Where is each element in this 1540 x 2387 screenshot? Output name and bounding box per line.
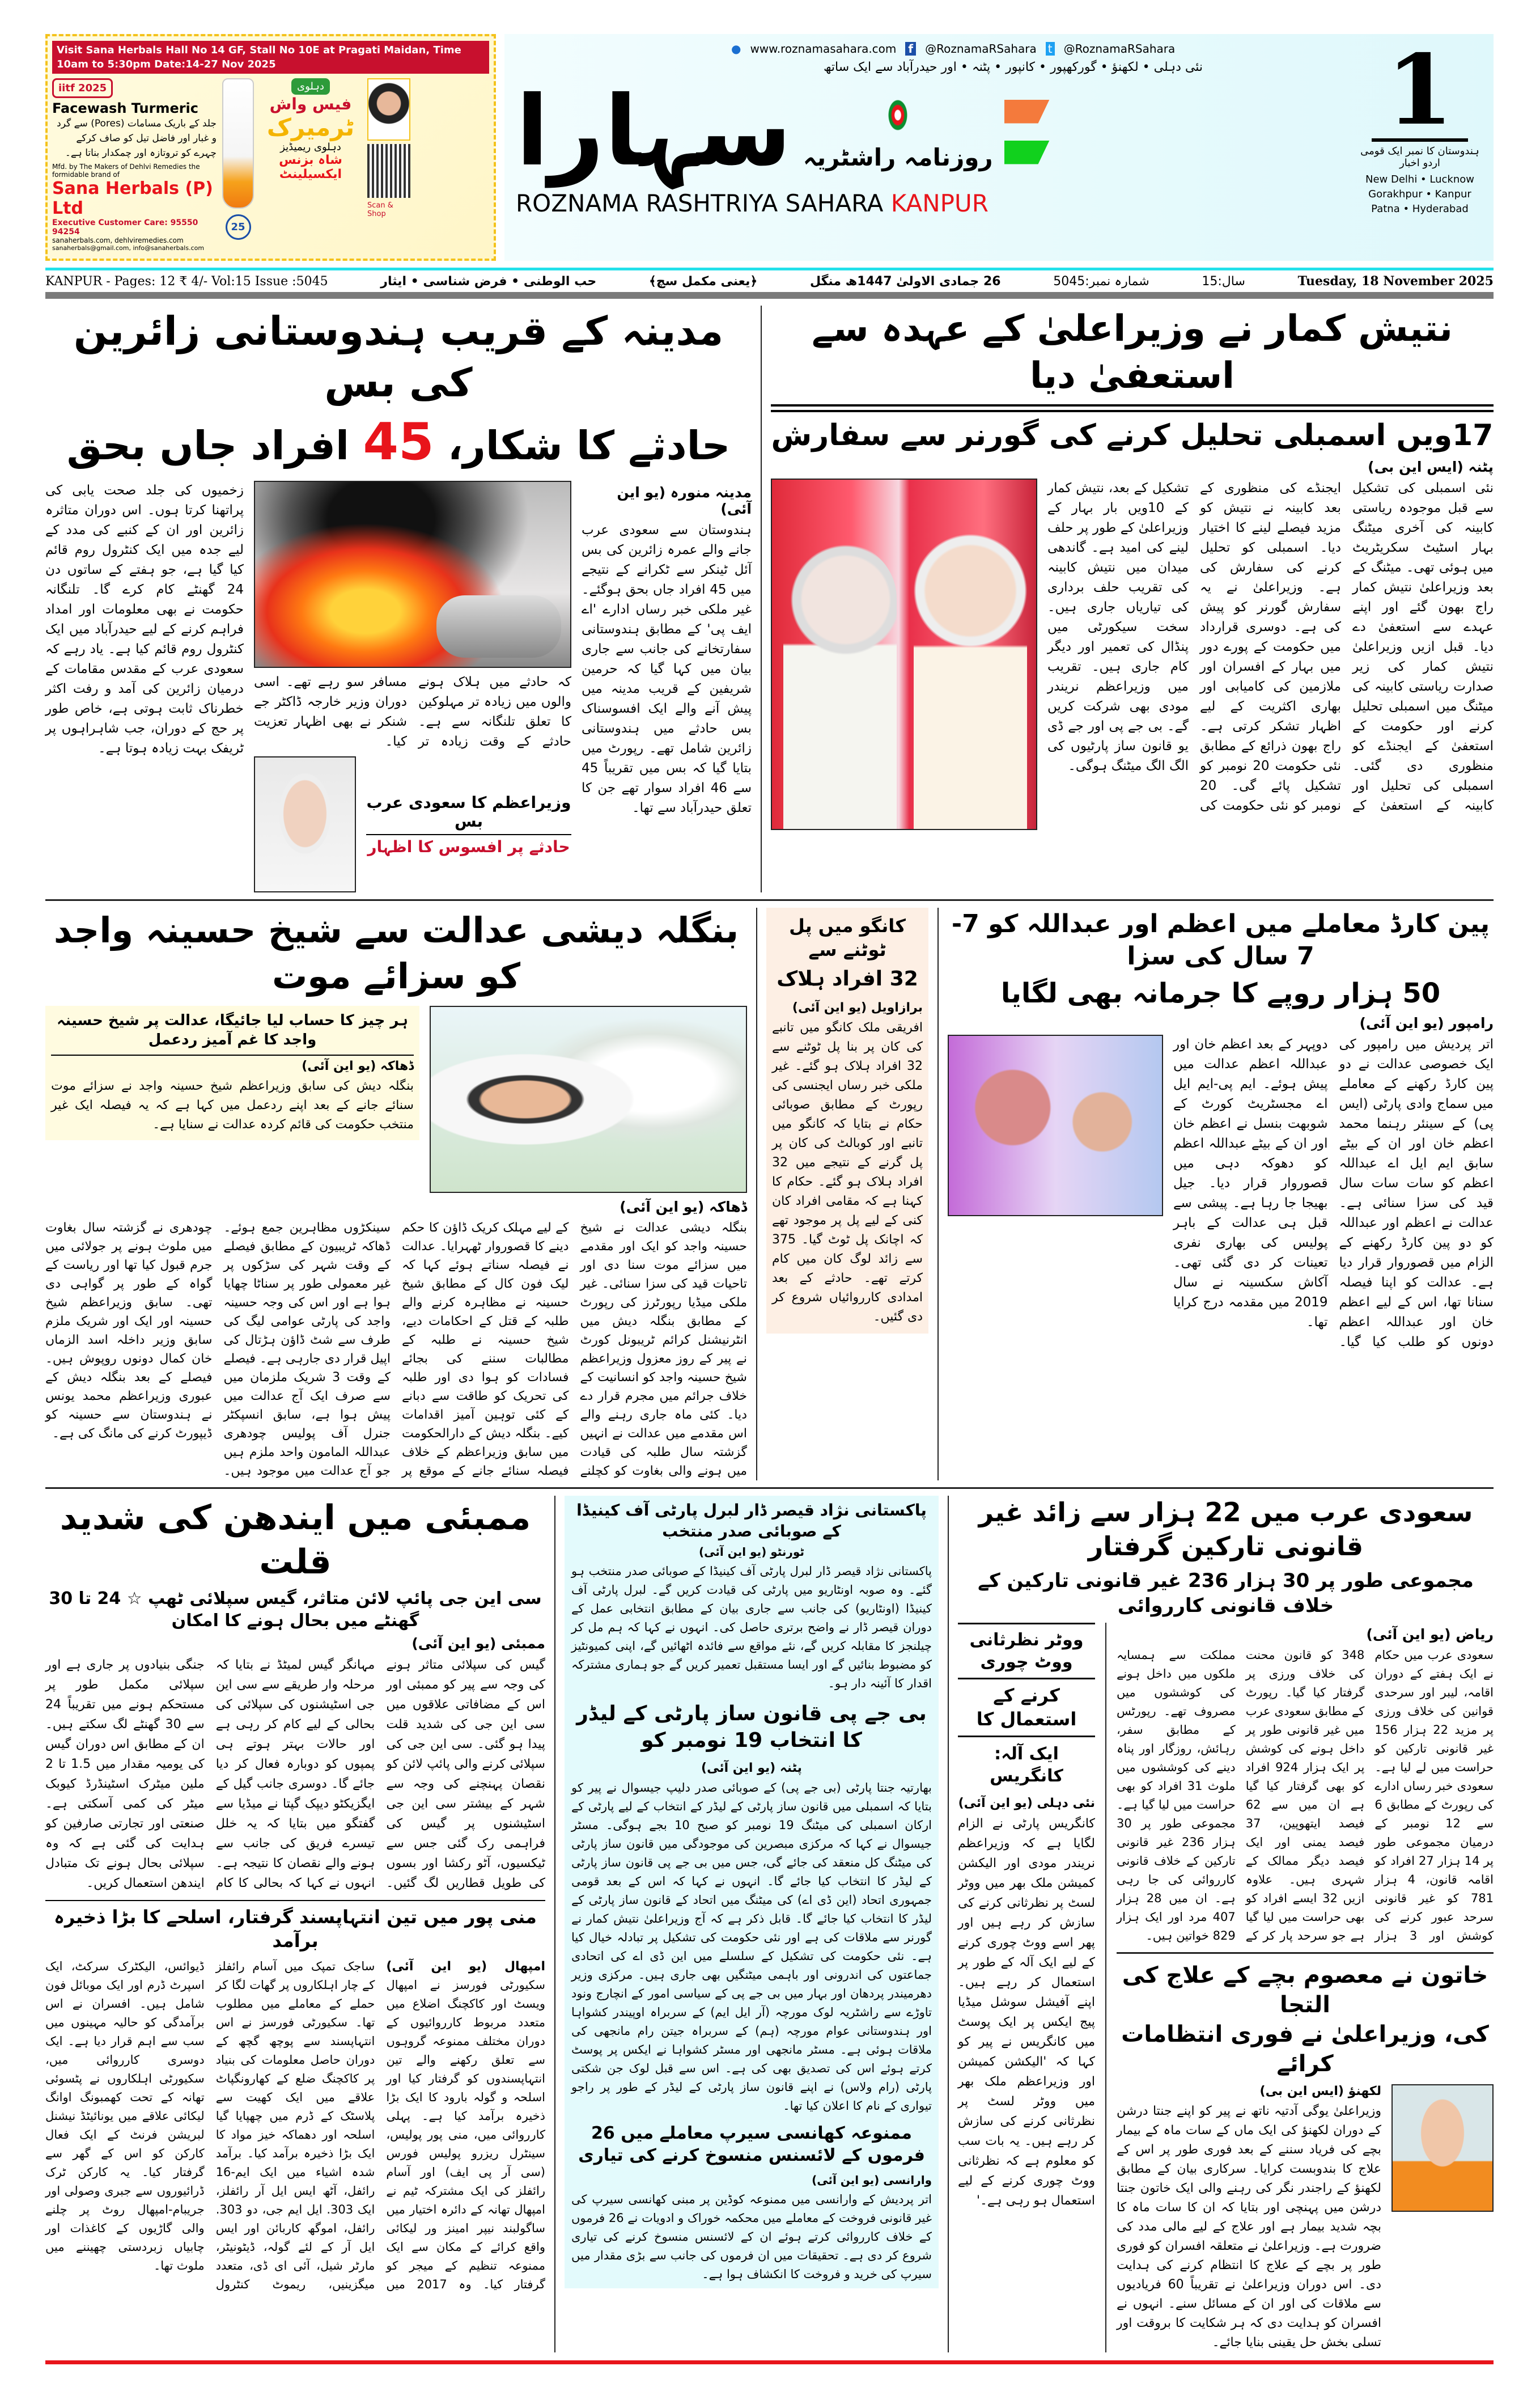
prime-minister-photo [254, 756, 356, 892]
congress-headline-3: ایک آلہ: کانگریس [990, 1744, 1063, 1787]
congress-body: کانگریس پارٹی نے الزام لگایا ہے کہ وزیراعظم نریندر مودی اور الیکشن کمیشن ملک بھر میں ووٹر لسٹ پر نظرثانی کرنے کی سازش کر رہے ہیں اور پھر اسے ووٹ چوری کرنے کے لیے ایک آلہ کے طور پر استعمال کر رہے ہیں۔ اپنے آفیشل سوشل میڈیا پیج ایکس پر ایک پوسٹ میں کانگریس نے پیر کو کہا کہ 'الیکشن کمیشن اور وزیراعظم ملک بھر میں ووٹر لسٹ پر نظرثانی کرنے کی سازش کر رہے ہیں۔ یہ بات سب کو معلوم ہے کہ نظرثانی ووٹ چوری کرنے کے لیے استعمال ہو رہی ہے۔' [958, 1817, 1095, 2208]
syrup-headline: ممنوعہ کھانسی سیرپ معاملے میں 26 فرموں کے لائسنس منسوخ کرنے کی تیاری [578, 2123, 925, 2165]
pm-caption [366, 793, 571, 856]
globe-icon: ● [731, 42, 741, 56]
headline-double-rule [771, 404, 1494, 412]
facebook-handle[interactable]: @RoznamaRSahara [925, 42, 1037, 56]
hasina-headline: بنگلہ دیشی عدالت سے شیخ حسینہ واجد کو سزائے موت [53, 909, 739, 997]
top-gray-rule [45, 292, 1494, 299]
saudi-headline-1: سعودی عرب میں 22 ہزار سے زائد غیر قانونی تارکین گرفتار [978, 1497, 1473, 1561]
column-divider [948, 1496, 949, 2352]
bottom-right-row [958, 1623, 1494, 2352]
cities-list [1365, 172, 1474, 217]
mumbai-subhead: سی این جی پائپ لائن متاثر، گیس سپلائی ٹھپ ☆ 24 تا 30 گھنٹے میں بحال ہونے کا امکان [49, 1589, 542, 1631]
edition-info: KANPUR - Pages: 12 ₹ 4/- Vol:15 Issue :5045 [45, 274, 328, 289]
tanker [436, 595, 561, 658]
hasina-dateline: ڈھاکہ (یو این آئی) [620, 1199, 747, 1216]
pm-caption-1: وزیراعظم کا سعودی عرب بس [366, 793, 571, 831]
sheikh-hasina-photo [430, 1006, 747, 1193]
motto: حب الوطنی • فرض شناسی • ایثار [380, 274, 597, 289]
pakistan-headline: پاکستانی نژاد قیصر ڈار لبرل پارٹی آف کینیڈا کے صوبائی صدر منتخب [576, 1501, 927, 1540]
ad-remedies-ur: دہلوی ریمیڈیز [280, 141, 341, 153]
editions-line: نئی دہلی • لکھنؤ • گورکھپور • کانپور • پٹنہ • اور حیدرآباد سے ایک ساتھ [823, 60, 1203, 74]
manipur-dateline: امپھال (یو این آئی) [386, 1959, 545, 1974]
nitish-dateline: پٹنہ (ایس این بی) [1368, 458, 1494, 475]
azam-content [948, 1035, 1494, 1352]
madina-body-2: کہ حادثے میں ہلاک ہونے والوں میں زیادہ تر مہلوکین کا تعلق تلنگانہ سے ہے۔ حادثے کے وقت زیادہ تر مسافر سو رہے تھے۔ اسی دوران وزیر خارجہ ڈاکٹر جے شنکر نے بھی اظہار تعزیت کیا۔ [254, 675, 571, 749]
congo-dateline: برازاویل (یو این آئی) [792, 1000, 923, 1015]
manipur-body-wrap [45, 1957, 545, 2294]
story-madina [45, 306, 752, 892]
cities-line-1: New Delhi • Lucknow [1365, 173, 1474, 185]
facewash-tube-image [222, 78, 254, 209]
death-toll: 45 [363, 412, 434, 472]
person-left [783, 542, 897, 830]
masthead [504, 34, 1494, 261]
ad-urdu-column [260, 78, 362, 181]
bottom-red-rule [45, 2360, 1494, 2364]
header [45, 34, 1494, 261]
ad-banner: Visit Sana Herbals Hall No 14 GF, Stall No 10E at Pragati Maidan, Time 10am to 5:30pm Date:14-27 Nov 2025 [52, 41, 489, 74]
bottom-right-block [958, 1496, 1494, 2352]
azam-dateline: رامپور (یو این آئی) [1359, 1014, 1494, 1031]
syrup-dateline: وارانسی (یو این آئی) [812, 2173, 932, 2187]
saudi-dateline: ریاض (یو این آئی) [1366, 1626, 1494, 1643]
story-mumbai [45, 1496, 545, 1893]
person-right [914, 531, 1027, 830]
column-divider [1105, 1623, 1106, 2352]
hasina-box-title: ہر چیز کا حساب لیا جائیگا، عدالت پر شیخ حسینہ واجد کا غم آمیز ردعمل [51, 1011, 414, 1056]
middle-section [45, 908, 1494, 1480]
yogi-dateline: لکھنؤ (ایس این بی) [1259, 2084, 1381, 2099]
mumbai-headline: ممبئی میں ایندھن کی شدید قلت [60, 1498, 531, 1582]
number-one-emblem: 1 [1372, 42, 1468, 142]
flag-stripe-green [1004, 141, 1050, 164]
syrup-body: اتر پردیش کے وارانسی میں ممنوعہ کوڈین پر مبنی کھانسی سیرپ کی غیر قانونی فروخت کے معاملے میں محکمہ خوراک و ادویات نے 26 فرموں کے خلاف کارروائی کرتے ہوئے ان کے لائسنس منسوخ کرنے کی تیاری شروع کر دی ہے۔ تحقیقات میں ان فرموں کی جانب سے بڑی مقدار میں سیرپ کی خرید و فروخت کا انکشاف ہوا ہے۔ [571, 2192, 932, 2281]
madina-content [45, 481, 752, 892]
story-yogi [1117, 1961, 1494, 2352]
madina-col-2 [254, 481, 571, 892]
madina-col-1 [582, 481, 752, 818]
nitish-subhead: 17ویں اسمبلی تحلیل کرنے کی گورنر سے سفارش [771, 418, 1494, 453]
ad-tagline-ur: شاہ بزنس ایکسیلینٹ [279, 153, 342, 181]
yogi-headline-2: کی، وزیراعلیٰ نے فوری انتظامات کرائے [1121, 2021, 1489, 2077]
twitter-handle[interactable]: @RoznamaRSahara [1063, 42, 1176, 56]
name-en-text: ROZNAMA RASHTRIYA SAHARA [516, 189, 884, 217]
top-section [45, 306, 1494, 892]
logo-row [516, 75, 1340, 188]
azam-headline-1: پین کارڈ معاملے میں اعظم اور عبداللہ کو 7-7 سال کی سزا [951, 909, 1490, 971]
nitish-governor-photo [771, 479, 1037, 830]
column-divider [554, 1496, 555, 2352]
madina-body-3: زخمیوں کی جلد صحت یابی کی پراتھنا کرتا ہوں۔ اس دوران متاثرہ زائرین اور ان کے کنبے کی مدد کے لیے جدہ میں ایک کنٹرول روم قائم کیا گیا ہے، جو ہفتے کے ساتوں دن 24 گھنٹے کام کرے گا۔ تلنگانہ حکومت نے بھی معلومات اور امداد فراہم کرنے کے لیے حیدرآباد میں ایک کنٹرول روم قائم کیا ہے۔ یاد رہے کہ سعودی عرب کے مقدس مقامات کے درمیان زائرین کی آمد و رفت اکثر خطرناک ثابت ہوتی ہے، خاص طور پر حج کے دوران، جب شاہراہوں پر ٹریفک بہت زیادہ ہوتا ہے۔ [45, 483, 244, 756]
twitter-icon: t [1046, 42, 1055, 56]
story-nitish [771, 306, 1494, 830]
column-divider [937, 908, 939, 1480]
year-ur: سال:15 [1202, 274, 1245, 289]
gregorian-date: Tuesday, 18 November 2025 [1297, 274, 1494, 289]
yogi-text [1117, 2084, 1381, 2352]
date-bar [45, 268, 1494, 289]
madina-body-1: ہندوستان سے سعودی عرب جانے والے عمرہ زائرین کی بس آئل ٹینکر سے ٹکرانے کے نتیجے میں 45 افراد جاں بحق ہوگئے۔ غیر ملکی خبر رساں ادارے 'اے ایف پی' کے مطابق ہندوستانی سفارتخانے کی جانب سے جاری بیان میں کہا گیا کہ حرمین شریفین کے قریب مدینہ میں پیش آنے والے ایک افسوسناک بس حادثے میں ہندوستانی زائرین شامل تھے۔ رپورٹ میں بتایا گیا کہ بس میں تقریباً 45 سے 46 افراد سوار تھے جن کا تعلق حیدرآباد سے تھا۔ [582, 523, 752, 815]
saudi-bottom-rule [1117, 1952, 1494, 1954]
hasina-box-dateline: ڈھاکہ (یو این آئی) [302, 1059, 414, 1073]
sun-emblem-icon [884, 92, 912, 138]
pakistan-body: پاکستانی نژاد قیصر ڈار لبرل پارٹی آف کینیڈا کے صوبائی صدر منتخب ہو گئے۔ وہ صوبہ اونٹاریو میں پارٹی کی قیادت کریں گے۔ لبرل پارٹی آف کینیڈا (اونٹاریو) کی جانب سے جاری بیان کے مطابق انتخابی عمل کے دوران قیصر ڈار نے واضح برتری حاصل کی۔ انہوں نے کہا کہ ہم مل کر چیلنجز کا مقابلہ کریں گے، نئے مواقع سے فائدہ اٹھائیں گے، اپنی کمیونٹیز کو مضبوط بنائیں گے اور ایسا مستقبل تعمیر کریں گے جو ہماری مشترکہ اقدار کا آئینہ دار ہو۔ [571, 1564, 932, 1690]
manipur-headline: منی پور میں تین انتہاپسند گرفتار، اسلحے کا بڑا ذخیرہ برآمد [54, 1906, 537, 1952]
congo-headline-1: کانگو میں پل ٹوٹنے سے [789, 915, 906, 960]
ad-maker: Mfd. by The Makers of Dehlvi Remedies the formidable brand of [52, 163, 200, 179]
slogan: ہندوستان کا نمبر ایک قومی اردو اخبار [1360, 145, 1479, 169]
bus-fire-photo [254, 481, 571, 668]
edition-city: KANPUR [890, 189, 989, 217]
ad-product-ur-1: فیس واش [269, 95, 352, 113]
madina-col-3 [45, 481, 244, 759]
manipur-body: سکیورٹی فورسز نے امپھال ویسٹ اور کاکچنگ اضلاع میں متعدد مربوط کارروائیوں کے دوران مختلف ممنوعہ گروہوں سے تعلق رکھنے والے تین انتہاپسندوں کو گرفتار کیا اور اسلحہ و گولہ بارود کا ایک بڑا ذخیرہ برآمد کیا ہے۔ پہلی کارروائی میں، منی پور پولیس، سینٹرل ریزرو پولیس فورس (سی آر پی ایف) اور آسام رائفلز کی ایک مشترکہ ٹیم نے امپھال تھانہ کے دائرہ اختیار میں ساگولبند نیپر امینز ور لیکائی واقع کرائے کے مکان سے ایک ممنوعہ تنظیم کے میجر کو گرفتار کیا۔ وہ 2017 میں ساجک تمپک میں آسام رائفلز کے چار اہلکاروں پر گھات لگا کر حملے کے معاملے میں مطلوب تھا۔ سکیورٹی فورسز نے اس انتہاپسند سے پوچھ گچھ کے دوران حاصل معلومات کی بنیاد پر کاکچنگ ضلع کے کھارونگپاٹ علاقے میں ایک کھیت سے پلاسٹک کے ڈرم میں چھپایا گیا اسلحہ اور دھماکہ خیز مواد کا ایک بڑا ذخیرہ برآمد کیا۔ برآمد شدہ اشیاء میں ایک ایم-16 رائفل، آٹھ ایس ایل آر رائفلز، ایک 303. ایل ایم جی، دو 303. رائفل، اموگھ کاربائن اور ایس ایل آر کے لئے گولہ، ڈیٹونیٹر، مارٹر شیل، آئی ای ڈی، متعدد میگزینیں، ریموٹ کنٹرول ڈیوائس، الیکٹرک سرکٹ، ایک اسپرٹ ڈرم اور ایک موبائل فون شامل ہیں۔ افسران نے اس برآمدگی کو حالیہ مہینوں میں سب سے اہم قرار دیا ہے۔ ایک دوسری کارروائی میں، سکیورٹی اہلکاروں نے پٹسوئی تھانہ کے تحت کھمبونگ اوانگ لیکائی علاقے میں یونائیٹڈ نیشنل لبریشن فرنٹ کے ایک فعال کارکن کو اس کے گھر سے گرفتار کیا۔ یہ کارکن ٹرک ڈرائیوروں سے جبری وصولی اور جریبام-امپھال روٹ پر چلنے والی گاڑیوں کے کاغذات اور چابیاں زبردستی چھیننے میں ملوث تھا۔ [45, 1959, 545, 2292]
azam-headline-2: 50 ہزار روپے کا جرمانہ بھی لگایا [1000, 977, 1441, 1010]
congress-headline-2: کرنے کے استعمال کا [958, 1678, 1095, 1737]
ad-brand-ur: دہلوی [291, 78, 330, 95]
facebook-icon: f [905, 42, 916, 56]
madina-headline-2 [45, 409, 752, 475]
ad-photo-column [367, 78, 413, 218]
column-divider [761, 306, 762, 892]
hasina-box-body: بنگلہ دیش کی سابق وزیراعظم شیخ حسینہ واجد نے سزائے موت سنائے جانے کے بعد اپنے ردعمل میں کہا ہے کہ یہ فیصلہ ایک غیر منتخب حکومت کی قائم کردہ عدالت نے سنایا ہے۔ [51, 1078, 414, 1132]
name-english [516, 189, 1340, 217]
hasina-body: بنگلہ دیشی عدالت نے شیخ حسینہ واجد کو ایک اور مقدمے میں سزائے موت سنا دی اور تاحیات قید کی سزا سنائی۔ غیر ملکی میڈیا رپورٹرز کی رپورٹ کے مطابق بنگلہ دیش میں انٹرنیشنل کرائم ٹریبونل کورٹ نے پیر کے روز معزول وزیراعظم شیخ حسینہ واجد کو انسانیت کے خلاف جرائم میں مجرم قرار دے دیا۔ کئی ماہ جاری رہنے والے اس مقدمے میں عدالت نے انہیں گزشتہ سال طلبہ کی قیادت میں ہونے والی بغاوت کو کچلنے کے لیے مہلک کریک ڈاؤن کا حکم دینے کا قصوروار ٹھہرایا۔ عدالت نے فیصلہ سناتے ہوئے کہا کہ لیک فون کال کے مطابق شیخ حسینہ نے مظاہرہ کرنے والے طلبہ کے قتل کے احکامات دیے، شیخ حسینہ نے طلبہ کے مطالبات سننے کی بجائے فسادات کو ہوا دی اور طلبہ کی تحریک کو طاقت سے دبانے کے کئی توہین آمیز اقدامات کیے۔ بنگلہ دیش کے دارالحکومت میں سابق وزیراعظم کے خلاف فیصلہ سنائے جانے کے موقع پر سینکڑوں مظاہرین جمع ہوئے۔ ڈھاکہ ٹریبیون کے مطابق فیصلے کے وقت شہر کی سڑکوں پر غیر معمولی طور پر سناٹا چھایا ہوا ہے اور اس کی وجہ حسینہ واجد کی پارٹی عوامی لیگ کی طرف سے شٹ ڈاؤن ہڑتال کی اپیل قرار دی جارہی ہے۔ فیصلے کے وقت 3 شریک ملزمان میں سے صرف ایک آج عدالت میں پیش ہوا ہے، سابق انسپکٹر جنرل آف پولیس چودھری عبداللہ المامون واحد ملزم ہیں جو آج عدالت میں موجود ہیں۔ چودھری نے گزشتہ سال بغاوت میں ملوث ہونے پر جولائی میں جرم قبول کیا تھا اور ریاست کے گواہ کے طور پر گواہی دی تھی۔ سابق وزیراعظم شیخ حسینہ اور ایک اور شریک ملزم سابق وزیر داخلہ اسد الزماں خان کمال دونوں روپوش ہیں۔ فیصلے کے بعد بنگلہ دیش کے عبوری وزیراعظم محمد یونس نے ہندوستان سے حسینہ کو ڈیپورٹ کرنے کی مانگ کی ہے۔ [45, 1221, 747, 1479]
pm-row [254, 756, 571, 892]
section-rule-2 [45, 1487, 1494, 1489]
madina-dateline: مدینہ منورہ (یو این آئی) [617, 484, 752, 517]
yogi-headline-1: خاتون نے معصوم بچے کے علاج کی التجا [1122, 1962, 1488, 2018]
website-link[interactable]: www.roznamasahara.com [750, 42, 897, 56]
section-rule-1 [45, 899, 1494, 901]
congress-headline-1: ووٹر نظرثانی ووٹ چوری [958, 1623, 1095, 1678]
mumbai-body: گیس کی سپلائی متاثر ہونے کی وجہ سے پیر کو ممبئی اور اس کے مضافاتی علاقوں میں سی این جی کی شدید قلت پیدا ہو گئی۔ سی این جی کی سپلائی کرنے والی پائپ لائن کو نقصان پہنچنے کی وجہ سے شہر کے بیشتر سی این جی اسٹیشنوں پر گیس کی فراہمی رک گئی جس سے ٹیکسیوں، آٹو رکشا اور بسوں کی طویل قطاریں لگ گئیں۔ مہانگر گیس لمیٹڈ نے بتایا کہ مرحلہ وار طریقے سے سی این جی اسٹیشنوں کی سپلائی کی بحالی کے لیے کام کر رہی ہے اور حالات بہتر ہوتے ہی پمپوں کو دوبارہ فعال کر دیا جائے گا۔ دوسری جانب گیل کے ایگزیکٹو دیپک گپتا نے میڈیا سے گفتگو میں بتایا کہ یہ خلل تیسرے فریق کی جانب سے ہونے والے نقصان کا نتیجہ ہے۔ انہوں نے کہا کہ بحالی کا کام جنگی بنیادوں پر جاری ہے اور سپلائی مکمل طور پر مستحکم ہونے میں تقریباً 24 سے 30 گھنٹے لگ سکتے ہیں۔ ان کے مطابق اس دوران گیس کی یومیہ مقدار میں 1.5 تا 2 ملین میٹرک اسٹینڈرڈ کیوبک میٹر کی کمی آسکتی ہے۔ صنعتی اور تجارتی صارفین کو ہدایت کی گئی ہے کہ وہ سپلائی بحال ہونے تک متبادل ایندھن استعمال کریں۔ [45, 1658, 545, 1891]
bottom-section [45, 1496, 1494, 2352]
flag-stripes [1004, 100, 1050, 164]
saudi-yogi-column [1117, 1623, 1494, 2352]
hasina-reaction-box [45, 1006, 419, 1140]
pm-caption-2: حادثے پر افسوس کا اظہار [366, 834, 571, 856]
story-azam [948, 908, 1494, 1352]
story-hasina [45, 908, 747, 1480]
bjp-headline: بی جے پی قانون ساز پارٹی کے لیڈر کا انتخاب 19 نومبر کو [576, 1702, 927, 1752]
congo-body: افریقی ملک کانگو میں تانبے کی کان پر بنا پل ٹوٹنے سے 32 افراد ہلاک ہو گئے۔ غیر ملکی خبر رساں ایجنسی کی رپورٹ کے مطابق صوبائی حکام نے بتایا کہ کانگو میں تانبے اور کوبالٹ کی کان پر پل گرنے کے نتیجے میں 32 افراد ہلاک ہو گئے۔ حکام کا کہنا ہے کہ مقامی افراد کان کنی کے لیے پل پر موجود تھے کہ اچانک پل ٹوٹ گیا۔ 375 سے زائد لوگ کان میں کام کرتے تھے۔ حادثے کے بعد امدادی کارروائیاں شروع کر دی گئیں۔ [772, 1020, 923, 1324]
nitish-content [771, 479, 1494, 830]
cities-line-3: Patna • Hyderabad [1371, 203, 1469, 215]
ad-product-ur-2: ٹرمیرک [266, 113, 355, 141]
madina-headline-2b: افراد جاں بحق [66, 422, 349, 469]
saudi-body: سعودی عرب میں حکام نے ایک ہفتے کے دوران اقامہ، لیبر اور سرحدی قوانین کی خلاف ورزی پر مزید 22 ہزار 156 غیر قانونی تارکین کو حراست میں لے لیا ہے۔ سعودی خبر رساں ادارے کی رپورٹ کے مطابق 6 سے 12 نومبر کے درمیان مجموعی طور پر 14 ہزار 27 افراد کو اقامہ قانون، 4 ہزار 781 کو غیر قانونی سرحد عبور کرنے کی کوشش اور 3 ہزار 348 کو قانون محنت کی خلاف ورزی پر گرفتار کیا گیا۔ رپورٹ کے مطابق سعودی عرب میں غیر قانونی طور پر داخل ہونے کی کوشش پر ایک ہزار 924 افراد کو بھی گرفتار کیا گیا ہے ان میں سے 62 فیصد ایتھوپین، 37 فیصد یمنی اور ایک فیصد دیگر ممالک کے شہری ہیں۔ علاوہ ازیں 32 ایسے افراد کو بھی حراست میں لیا گیا ہے جو سرحد پار کر کے مملکت سے ہمسایہ ملکوں میں داخل ہونے کی کوششوں میں مصروف تھے۔ رپورٹس کے مطابق سفر، رہائش، روزگار اور پناہ دینے کی کوششوں میں ملوث 31 افراد کو بھی حراست میں لیا گیا ہے۔ مجموعی طور پر 30 ہزار 236 غیر قانونی تارکین کے خلاف قانونی کارروائی کی جا رہی ہے۔ ان میں 28 ہزار 407 مرد اور ایک ہزار 829 خواتین ہیں۔ [1117, 1648, 1494, 1943]
prefix-column [803, 92, 993, 171]
congress-dateline: نئی دہلی (یو این آئی) [958, 1796, 1095, 1811]
model-photo [367, 78, 410, 141]
story-congress [958, 1623, 1095, 2211]
iitf-logo: iitf 2025 [52, 78, 113, 98]
pakistan-dateline: ٹورنٹو (یو این آئی) [699, 1544, 804, 1559]
story-manipur [45, 1900, 545, 2294]
yogi-content [1117, 2084, 1494, 2352]
ad-company: Sana Herbals (P) Ltd [52, 179, 213, 218]
madina-headline-2a: حادثے کا شکار، [447, 422, 731, 469]
column-divider [756, 908, 757, 1480]
ad-tube-column [222, 78, 254, 240]
ad-email: sanaherbals@gmail.com, info@sanaherbals.com [52, 244, 205, 252]
azam-body: اتر پردیش میں رامپور کی ایک خصوصی عدالت نے دو پین کارڈ رکھنے کے معاملے میں سماج وادی پارٹی (ایس پی) کے سینئر رہنما محمد اعظم خان اور ان کے بیٹے سابق ایم ایل اے عبداللہ اعظم کو سات سات سال قید کی سزا سنائی ہے۔ عدالت نے اعظم اور عبداللہ کو دو پین کارڈ رکھنے کے الزام میں قصوروار قرار دیا ہے۔ عدالت کو اپنا فیصلہ سنانا تھا، اس کے لیے اعظم خان اور عبداللہ اعظم دونوں کو طلب کیا گیا۔ دوپہر کے بعد اعظم خان اور عبداللہ اعظم عدالت میں پیش ہوئے۔ ایم پی-ایم ایل اے مجسٹریٹ کورٹ کے شوبھت بنسل نے اعظم خان اور ان کے بیٹے عبداللہ اعظم کو دھوکہ دہی میں قصوروار قرار دیا۔ جیل بھیجا جا رہا ہے۔ پیشی سے قبل ہی عدالت کے باہر پولیس کی بھاری نفری تعینات کر دی گئی تھی۔ آکاش سکسینہ نے سال 2019 میں مقدمہ درج کرایا تھا۔ [1173, 1036, 1494, 1349]
story-congo [766, 908, 928, 1334]
tagline: ﴿یعنی مکمل سچ﴾ [648, 274, 758, 289]
cities-line-2: Gorakhpur • Kanpur [1368, 188, 1471, 200]
masthead-main [516, 42, 1340, 253]
sana-herbals-ad [45, 34, 496, 261]
hijri-date: 26 جمادی الاولیٰ 1447ھ منگل [809, 274, 1001, 289]
azam-abdullah-photo [948, 1035, 1163, 1216]
roznama-rashtriya: روزنامہ راشٹریہ [803, 143, 993, 171]
ad-scan-label: Scan & Shop [367, 201, 393, 218]
anniversary-badge: 25 [226, 214, 251, 240]
mumbai-dateline: ممبئی (یو این آئی) [411, 1635, 545, 1652]
ad-web: sanaherbals.com, dehlviremedies.com [52, 236, 184, 244]
congo-headline-2: 32 افراد ہلاک [777, 967, 918, 991]
cyan-panel [565, 1496, 939, 2288]
saudi-headline-2: مجموعی طور پر 30 ہزار 236 غیر قانونی تارکین کے خلاف قانونی کارروائی [978, 1569, 1474, 1617]
bjp-dateline: پٹنہ (یو این آئی) [701, 1760, 802, 1775]
nitish-headline: نتیش کمار نے وزیراعلیٰ کے عہدہ سے استعفیٰ دیا [812, 308, 1453, 397]
nitish-body: نئی اسمبلی کی تشکیل سے قبل موجودہ ریاستی کابینہ کی آخری میٹنگ بہار اسٹیٹ سکریٹریٹ میں ہوئی تھی۔ میٹنگ کے بعد وزیراعلیٰ نتیش کمار راج بھون گئے اور اپنے عہدے سے استعفیٰ دے دیا۔ قبل ازیں وزیراعلیٰ نتیش کمار کی زیر صدارت ریاستی کابینہ کی میٹنگ میں اسمبلی تحلیل کرنے اور حکومت کے استعفیٰ کے ایجنڈے کو منظوری دی گئی۔ اسمبلی کی تحلیل اور کابینہ کے استعفیٰ کے ایجنڈے کی منظوری کے بعد کابینہ نے نتیش کو مزید فیصلے لینے کا اختیار دیا۔ اسمبلی کو تحلیل کرنے کی سفارش کی ہے۔ وزیراعلیٰ نے یہ سفارش گورنر کو پیش کی ہے۔ دوسری قرارداد میں حکومت کے پورے دور میں بہار کے افسران اور ملازمین کی کامیابی اور بھاری اکثریت کے لیے اظہار تشکر کرتی ہے۔ راج بھون ذرائع کے مطابق نئی حکومت 20 نومبر کو تشکیل پائے گی۔ 20 نومبر کو نئی حکومت کی تشکیل کے بعد، نتیش کمار کے 10ویں بار بہار کے وزیراعلیٰ کے طور پر حلف لینے کی امید ہے۔ گاندھی میدان میں نتیش کابینہ کی تقریب حلف برداری کی تیاریاں جاری ہیں۔ سخت سیکورٹی میں پنڈال کی تعمیر اور دیگر کام جاری ہیں۔ تقریب میں وزیراعظم نریندر مودی بھی شرکت کریں گے۔ بی جے پی اور جے ڈی یو قانون ساز پارٹیوں کی الگ الگ میٹنگ ہوگی۔ [1047, 480, 1494, 813]
flag-stripe-saffron [1004, 100, 1050, 124]
hasina-top-row [45, 1006, 747, 1193]
ad-product-en: Facewash Turmeric [52, 100, 199, 116]
madina-headline-1: مدینہ کے قریب ہندوستانی زائرین کی بس [73, 308, 724, 406]
bjp-body: بھارتیہ جنتا پارٹی (بی جے پی) کے صوبائی صدر دلیپ جیسوال نے پیر کو بتایا کہ اسمبلی میں قانون ساز پارٹی کے لیڈر کے انتخاب کے لیے پارٹی کے ارکان اسمبلی کی میٹنگ 19 نومبر کو صبح 10 بجے ہوگی۔ مسٹر جیسوال نے کہا کہ مرکزی مبصرین کی موجودگی میں قانون ساز پارٹی کی میٹنگ کل منعقد کی جائے گی، جس میں بی جے پی قانون ساز پارٹی کے لیڈر کا انتخاب کیا جائے گا۔ انہوں نے کہا کہ اس کے بعد قومی جمہوری اتحاد (این ڈی اے) کی میٹنگ میں اتحاد کے قانون ساز پارٹی کے لیڈر کا انتخاب کیا جائے گا۔ قابل ذکر ہے کہ آج وزیراعلیٰ نتیش کمار نے گورنر سے ملاقات کی ہے اور نئی حکومت کی تشکیل پر تبادلہ خیال کیا ہے۔ نئی حکومت کی تشکیل کے سلسلے میں این ڈی اے کی اتحادی جماعتوں کی اندرونی اور باہمی میٹنگیں بھی جاری ہیں۔ مرکزی وزیر دھرمیندر پردھان اور بہار میں بی جے پی کے سیاسی امور کے انچارج ونود تاوڑے سے راشٹریہ لوک مورچہ (آر ایل ایم) کے سربراہ اوپیندر کشواہا اور ہندوستانی عوام مورچہ (ہم) کے سربراہ جیتن رام مانجھی کی ملاقات ہوئی ہے۔ مسٹر مانجھی اور مسٹر کشواہا نے ایکس پر پوسٹ کرتے ہوئے اس کی تصدیق بھی کی ہے۔ اس سے قبل لوک جن شکتی پارٹی (رام ولاس) نے اپنے قانون ساز پارٹی کے لیڈر کے طور پر راجو تیواری کے نام کا اعلان کیا تھا۔ [571, 1780, 932, 2113]
ad-care: Executive Customer Care: 95550 94254 [52, 218, 198, 236]
ad-text-column [52, 78, 217, 252]
bottom-left-block [45, 1496, 545, 2294]
issue-number-ur: شمارہ نمبر:5045 [1053, 274, 1149, 289]
yogi-body: وزیراعلیٰ یوگی آدتیہ ناتھ نے پیر کو اپنے جنتا درشن کے دوران لکھنؤ کی ایک ماں کے سات ماہ کے بیمار بچے کی فریاد سننے کے بعد فوری طور پر اس کے علاج کا بندوبست کرایا۔ سرکاری بیان کے مطابق لکھنؤ کے راجندر نگر کی رہنے والی ایک خاتون جنتا درشن میں پہنچی اور بتایا کہ ان کا سات ماہ کا بچہ شدید بیمار ہے اور علاج کے لیے مالی مدد کی ضرورت ہے۔ وزیراعلیٰ نے متعلقہ افسران کو فوری طور پر بچے کے علاج کا انتظام کرنے کی ہدایت دی۔ اس دوران وزیراعلیٰ نے تقریباً 60 فریادیوں سے ملاقات کی اور ان کے مسائل سنے۔ انہوں نے افسران کو ہدایت دی کہ ہر شکایت کا بروقت اور تسلی بخش حل یقینی بنایا جائے۔ [1117, 2104, 1381, 2350]
ad-description: جلد کے باریک مسامات (Pores) سے گرد و غبار اور فاضل تیل کو صاف کرکے چہرے کو تروتازہ اور چمکدار بناتا ہے۔ [57, 118, 217, 159]
sahara-logo: سہارا [516, 75, 792, 188]
social-links [516, 42, 1340, 56]
yogi-adityanath-photo [1391, 2084, 1494, 2212]
qr-code [367, 144, 410, 198]
number-one-column [1357, 33, 1482, 253]
story-saudi [958, 1496, 1494, 1618]
